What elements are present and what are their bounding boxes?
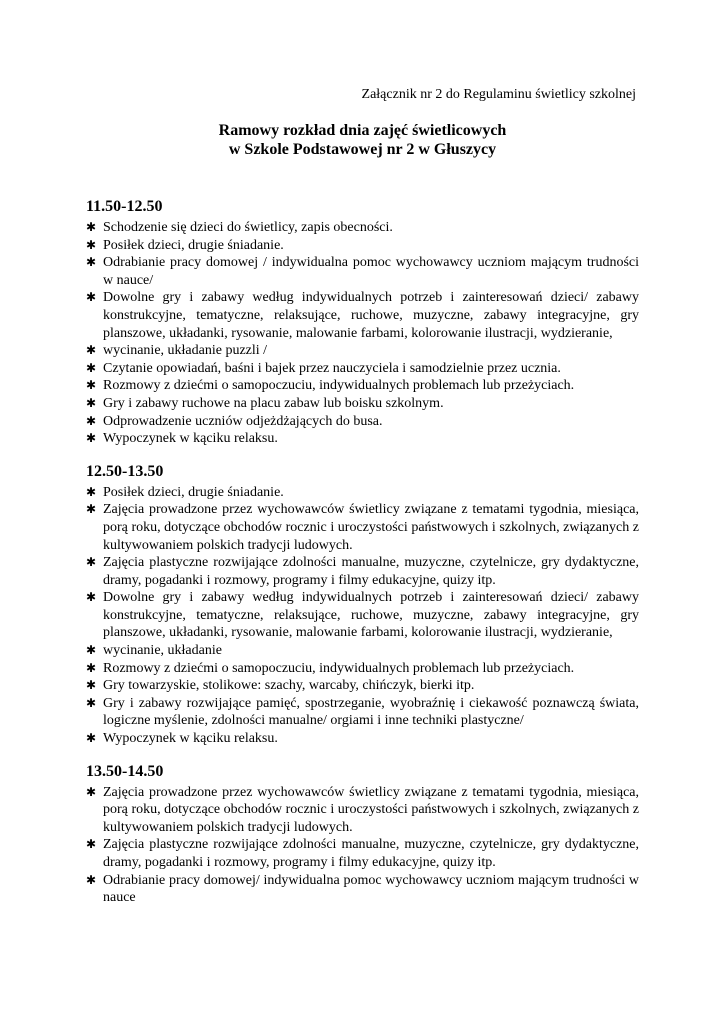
asterisk-bullet-icon: ✱ bbox=[86, 484, 97, 499]
list-item-text: Zajęcia plastyczne rozwijające zdolności manualne, muzyczne, czytelnicze, gry dydaktyczne, dramy, pogadanki i rozmowy, programy i filmy edukacyjne, quizy itp. bbox=[103, 837, 639, 870]
list-item bbox=[86, 677, 639, 695]
list-item bbox=[86, 730, 639, 748]
list-item-text: Gry i zabawy rozwijające pamięć, spostrzeganie, wyobraźnię i ciekawość poznawczą świata, logiczne myślenie, zdolności manualne/ orgiami i inne techniki plastyczne/ bbox=[103, 695, 639, 729]
activity-list bbox=[86, 484, 639, 748]
asterisk-bullet-icon: ✱ bbox=[86, 413, 97, 428]
schedule-section bbox=[86, 462, 639, 748]
asterisk-bullet-icon: ✱ bbox=[86, 237, 97, 252]
list-item-text: Dowolne gry i zabawy według indywidualnych potrzeb i zainteresowań dzieci/ zabawy konstrukcyjne, tematyczne, relaksujące, ruchowe, muzyczne, zabawy integracyjne, gry planszowe, układanki, rysowanie, malowanie farbami, kolorowanie ilustracji, wydzieranie, bbox=[103, 590, 639, 641]
asterisk-bullet-icon: ✱ bbox=[86, 502, 97, 517]
title-line-1: Ramowy rozkład dnia zajęć świetlicowych bbox=[218, 122, 507, 139]
list-item-text: Zajęcia prowadzone przez wychowawców świetlicy związane z tematami tygodnia, miesiąca, porą roku, dotyczące obchodów rocznic i uroczystości państwowych i szkolnych, związanych z kultywowaniem polskich tradycji ludowych. bbox=[103, 502, 639, 553]
title-line-2: w Szkole Podstawowej nr 2 w Głuszycy bbox=[228, 141, 497, 158]
asterisk-bullet-icon: ✱ bbox=[86, 431, 97, 446]
list-item-text: Odrabianie pracy domowej/ indywidualna pomoc wychowawcy uczniom mającym trudności w nauce bbox=[103, 872, 639, 906]
list-item-text: Schodzenie się dzieci do świetlicy, zapis obecności. bbox=[103, 220, 393, 235]
asterisk-bullet-icon: ✱ bbox=[86, 255, 97, 270]
list-item-text: Czytanie opowiadań, baśni i bajek przez nauczyciela i samodzielnie przez ucznia. bbox=[103, 360, 561, 376]
asterisk-bullet-icon: ✱ bbox=[86, 837, 97, 852]
list-item-text: Dowolne gry i zabawy według indywidualnych potrzeb i zainteresowań dzieci/ zabawy konstrukcyjne, tematyczne, relaksujące, ruchowe, muzyczne, zabawy integracyjne, gry planszowe, układanki, rysowanie, malowanie farbami, kolorowanie ilustracji, wydzieranie, bbox=[103, 290, 639, 341]
asterisk-bullet-icon: ✱ bbox=[86, 695, 97, 710]
list-item-text: Gry towarzyskie, stolikowe: szachy, warcaby, chińczyk, bierki itp. bbox=[103, 678, 475, 694]
list-item-text: Wypoczynek w kąciku relaksu. bbox=[103, 731, 278, 747]
activity-list bbox=[86, 784, 639, 907]
schedule-section bbox=[86, 197, 639, 448]
list-item bbox=[86, 642, 639, 660]
list-item bbox=[86, 254, 639, 289]
list-item-text: Posiłek dzieci, drugie śniadanie. bbox=[103, 484, 284, 500]
list-item bbox=[86, 219, 639, 237]
asterisk-bullet-icon: ✱ bbox=[86, 343, 97, 358]
asterisk-bullet-icon: ✱ bbox=[86, 590, 97, 605]
asterisk-bullet-icon: ✱ bbox=[86, 643, 97, 658]
list-item bbox=[86, 695, 639, 730]
asterisk-bullet-icon: ✱ bbox=[86, 290, 97, 305]
time-slot-heading: 11.50-12.50 bbox=[86, 198, 163, 215]
time-slot-heading: 13.50-14.50 bbox=[86, 762, 164, 780]
asterisk-bullet-icon: ✱ bbox=[86, 731, 97, 746]
list-item-text: Rozmowy z dziećmi o samopoczuciu, indywidualnych problemach lub przeżyciach. bbox=[103, 660, 575, 676]
asterisk-bullet-icon: ✱ bbox=[86, 360, 97, 375]
list-item bbox=[86, 589, 639, 642]
list-item bbox=[86, 784, 639, 837]
attachment-note: Załącznik nr 2 do Regulaminu świetlicy szkolnej bbox=[361, 87, 636, 102]
schedule-content bbox=[86, 197, 639, 921]
list-item bbox=[86, 501, 639, 554]
list-item bbox=[86, 360, 639, 378]
activity-list bbox=[86, 219, 639, 448]
list-item bbox=[86, 660, 639, 678]
list-item-text: Wypoczynek w kąciku relaksu. bbox=[103, 431, 278, 447]
list-item-text: Posiłek dzieci, drugie śniadanie. bbox=[103, 237, 284, 253]
list-item bbox=[86, 554, 639, 589]
asterisk-bullet-icon: ✱ bbox=[86, 872, 97, 887]
asterisk-bullet-icon: ✱ bbox=[86, 395, 97, 410]
asterisk-bullet-icon: ✱ bbox=[86, 220, 97, 234]
list-item-text: Zajęcia prowadzone przez wychowawców świetlicy związane z tematami tygodnia, miesiąca, porą roku, dotyczące obchodów rocznic i uroczystości państwowych i szkolnych, związanych z kultywowaniem polskich tradycji ludowych. bbox=[103, 784, 639, 835]
time-slot-heading: 12.50-13.50 bbox=[86, 462, 164, 480]
list-item-text: Gry i zabawy ruchowe na placu zabaw lub boisku szkolnym. bbox=[103, 395, 444, 411]
list-item bbox=[86, 484, 639, 502]
asterisk-bullet-icon: ✱ bbox=[86, 378, 97, 393]
list-item-text: wycinanie, układanie bbox=[103, 643, 222, 659]
list-item bbox=[86, 395, 639, 413]
list-item bbox=[86, 430, 639, 448]
list-item-text: wycinanie, układanie puzzli / bbox=[103, 343, 268, 359]
schedule-section bbox=[86, 762, 639, 907]
list-item bbox=[86, 836, 639, 871]
document-title bbox=[0, 121, 725, 159]
asterisk-bullet-icon: ✱ bbox=[86, 555, 97, 570]
asterisk-bullet-icon: ✱ bbox=[86, 784, 97, 799]
list-item-text: Odrabianie pracy domowej / indywidualna pomoc wychowawcy uczniom mającym trudności w nauce/ bbox=[103, 255, 639, 288]
list-item-text: Rozmowy z dziećmi o samopoczuciu, indywidualnych problemach lub przeżyciach. bbox=[103, 378, 575, 394]
list-item bbox=[86, 872, 639, 907]
list-item bbox=[86, 289, 639, 342]
asterisk-bullet-icon: ✱ bbox=[86, 678, 97, 693]
list-item-text: Odprowadzenie uczniów odjeżdżających do busa. bbox=[103, 413, 383, 429]
list-item bbox=[86, 413, 639, 431]
asterisk-bullet-icon: ✱ bbox=[86, 660, 97, 675]
list-item-text: Zajęcia plastyczne rozwijające zdolności manualne, muzyczne, czytelnicze, gry dydaktyczne, dramy, pogadanki i rozmowy, programy i filmy edukacyjne, quizy itp. bbox=[103, 555, 639, 588]
list-item bbox=[86, 342, 639, 360]
list-item bbox=[86, 237, 639, 255]
list-item bbox=[86, 377, 639, 395]
